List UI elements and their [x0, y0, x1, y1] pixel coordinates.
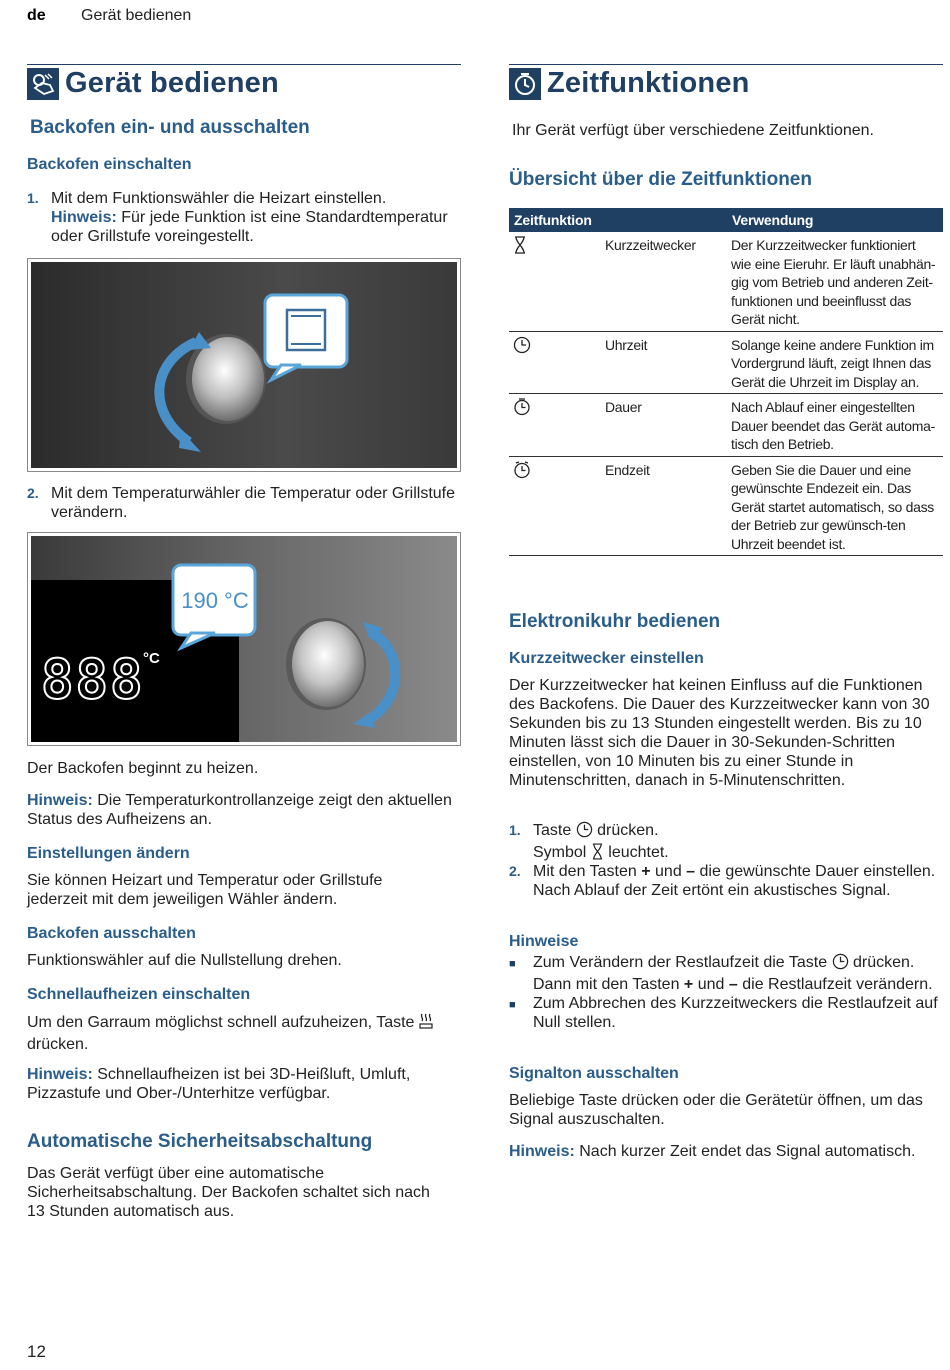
function-name: Uhrzeit [605, 336, 648, 353]
temperature-bubble-text: 190 °C [181, 588, 249, 613]
elektronikuhr-title: Elektronikuhr bedienen [509, 611, 721, 632]
step-text: Taste [533, 822, 572, 839]
function-name: Dauer [605, 399, 642, 415]
table-row [509, 394, 943, 457]
hint-label: Hinweis: [51, 209, 117, 226]
step-number: 2. [27, 485, 39, 501]
step-text: Mit den Tasten [533, 863, 637, 880]
hinweise-list [509, 953, 939, 1032]
function-name: Kurzzeitwecker [605, 237, 696, 253]
schnell-text [27, 1012, 437, 1054]
step-text: und [655, 863, 682, 880]
list-item [509, 994, 939, 1032]
clock-icon [513, 336, 605, 359]
hint-text: Nach kurzer Zeit endet das Signal automatisch. [579, 1143, 916, 1160]
header-language: de [27, 7, 46, 24]
hand-dial-icon [27, 68, 59, 100]
step-text: Mit dem Funktionswähler die Heizart einstellen. [51, 190, 387, 207]
plus-icon: + [683, 976, 694, 993]
section-title: Zeitfunktionen [547, 66, 750, 99]
step-2 [27, 484, 461, 522]
step-number: 1. [27, 190, 39, 206]
step-number: 1. [509, 822, 521, 838]
hint-label: Hinweis: [509, 1143, 575, 1160]
zeitfunktionen-table [509, 208, 943, 556]
result-text: Der Backofen beginnt zu heizen. [27, 760, 259, 777]
ausschalten-title: Backofen ausschalten [27, 925, 196, 942]
bullet-text: und [697, 976, 725, 993]
step-text: die gewünschte Dauer einstellen. [699, 863, 936, 880]
kzw-step-2 [509, 862, 943, 900]
figure-function-dial [27, 258, 461, 472]
sicherheit-title: Automatische Sicherheitsabschaltung [27, 1131, 373, 1152]
sicherheit-text: Das Gerät verfügt über eine automatische Sicherheitsabschaltung. Der Backofen schaltet sich nach 13 Stunden automatisch aus. [27, 1165, 430, 1220]
clock-button-icon [576, 821, 593, 843]
overview-title: Übersicht über die Zeitfunktionen [509, 169, 812, 190]
zeit-intro: Ihr Gerät verfügt über verschiedene Zeitfunktionen. [512, 122, 874, 139]
schnell-hint [27, 1065, 461, 1103]
step-number: 2. [509, 863, 521, 879]
step-text: Symbol [533, 844, 587, 861]
header-title: Gerät bedienen [81, 7, 192, 24]
signal-text: Beliebige Taste drücken oder die Gerätetür öffnen, um das Signal auszuschalten. [509, 1092, 923, 1128]
timer-icon [509, 68, 541, 100]
kzw-step-1 [509, 821, 943, 865]
function-use: Geben Sie die Dauer und eine gewünschte Endezeit ein. Das Gerät startet automatisch, so dass der Betrieb zur gewünsch-ten Uhrzeit beendet ist. [727, 456, 943, 556]
step-1 [27, 189, 461, 246]
figure-temperature-dial [27, 532, 461, 746]
function-dial-illustration [31, 262, 457, 468]
display-unit: °C [143, 650, 160, 667]
kzw-title: Kurzzeitwecker einstellen [509, 650, 704, 667]
step-text: drücken. [597, 822, 659, 839]
schnell-text-after: drücken. [27, 1036, 89, 1053]
section-heading-zeitfunktionen [509, 64, 943, 101]
hint-label: Hinweis: [27, 792, 93, 809]
step-text: Mit dem Temperaturwähler die Temperatur oder Grillstufe verändern. [51, 485, 456, 521]
page-number: 12 [27, 1342, 46, 1361]
list-item [509, 953, 939, 994]
table-header-verwendung: Verwendung [727, 208, 943, 232]
subsection-title: Backofen ein- und ausschalten [30, 117, 310, 138]
hint-text: Für jede Funktion ist eine Standardtemperatur oder Grillstufe voreingestellt. [51, 209, 448, 245]
ausschalten-text: Funktionswähler auf die Nullstellung drehen. [27, 952, 342, 969]
step-text: leuchtet. [608, 844, 669, 861]
function-use: Solange keine andere Funktion im Vordergrund läuft, zeigt Ihnen das Gerät die Uhrzeit im Display an. [727, 331, 943, 394]
table-row [509, 331, 943, 394]
bullet-text: die Restlaufzeit verändern. [742, 976, 933, 993]
display-digits: 888 [41, 648, 145, 711]
plus-icon: + [641, 863, 651, 880]
hint-text: Die Temperaturkontrollanzeige zeigt den aktuellen Status des Aufheizens an. [27, 792, 452, 828]
step-text: Nach Ablauf der Zeit ertönt ein akustisches Signal. [533, 882, 891, 899]
function-name: Endzeit [605, 461, 650, 478]
bullet-text: drücken. Dann mit den Tasten [533, 954, 915, 993]
signal-hint [509, 1142, 943, 1161]
section-title: Gerät bedienen [65, 66, 279, 99]
rapid-heat-icon [419, 1012, 433, 1035]
clock-button-icon [832, 953, 849, 975]
section-heading-geraet-bedienen [27, 64, 461, 101]
hint-label: Hinweis: [27, 1066, 93, 1083]
duration-icon [513, 398, 605, 421]
hint-paragraph [27, 791, 461, 829]
minus-icon: – [728, 976, 738, 993]
einschalten-title: Backofen einschalten [27, 156, 192, 173]
schnell-text-before: Um den Garraum möglichst schnell aufzuheizen, Taste [27, 1014, 415, 1031]
table-row [509, 232, 943, 331]
right-column [509, 64, 943, 101]
aendern-text: Sie können Heizart und Temperatur oder Grillstufe jederzeit mit dem jeweiligen Wähler ändern. [27, 872, 383, 908]
bullet-text: Zum Verändern der Restlaufzeit die Taste [533, 954, 828, 971]
hourglass-icon [513, 236, 605, 259]
end-time-icon [513, 461, 605, 484]
table-header-zeitfunktion: Zeitfunktion [509, 208, 727, 232]
signal-title: Signalton ausschalten [509, 1065, 679, 1082]
function-use: Nach Ablauf einer eingestellten Dauer beendet das Gerät automa-tisch den Betrieb. [727, 394, 943, 457]
hinweise-title: Hinweise [509, 933, 579, 950]
bullet-text: Zum Abbrechen des Kurzzeitweckers die Restlaufzeit auf Null stellen. [533, 995, 938, 1031]
schnell-title: Schnellaufheizen einschalten [27, 986, 251, 1003]
left-column [27, 64, 461, 101]
bullet-icon: ■ [509, 958, 516, 970]
hint-text: Schnellaufheizen ist bei 3D-Heißluft, Umluft, Pizzastufe und Ober-/Unterhitze verfügbar. [27, 1066, 411, 1102]
function-use: Der Kurzzeitwecker funktioniert wie eine Eieruhr. Er läuft unabhän-gig vom Betrieb und anderen Zeit-funktionen und beeinflusst das Gerät nicht. [727, 232, 943, 331]
bullet-icon: ■ [509, 999, 516, 1011]
table-row [509, 456, 943, 556]
minus-icon: – [686, 863, 696, 880]
kzw-text: Der Kurzzeitwecker hat keinen Einfluss auf die Funktionen des Backofens. Die Dauer des Kurzzeitwecker kann von 30 Sekunden bis zu 13 Stunden eingestellt werden. Bis zu 10 Minuten lässt sich die Dauer in 30-Sekunden-Schritten einstellen, von 10 Minuten bis zu einer Stunde in Minutenschritten, danach in 5-Minutenschritten. [509, 677, 930, 789]
temperature-dial-illustration [31, 536, 457, 742]
aendern-title: Einstellungen ändern [27, 845, 190, 862]
